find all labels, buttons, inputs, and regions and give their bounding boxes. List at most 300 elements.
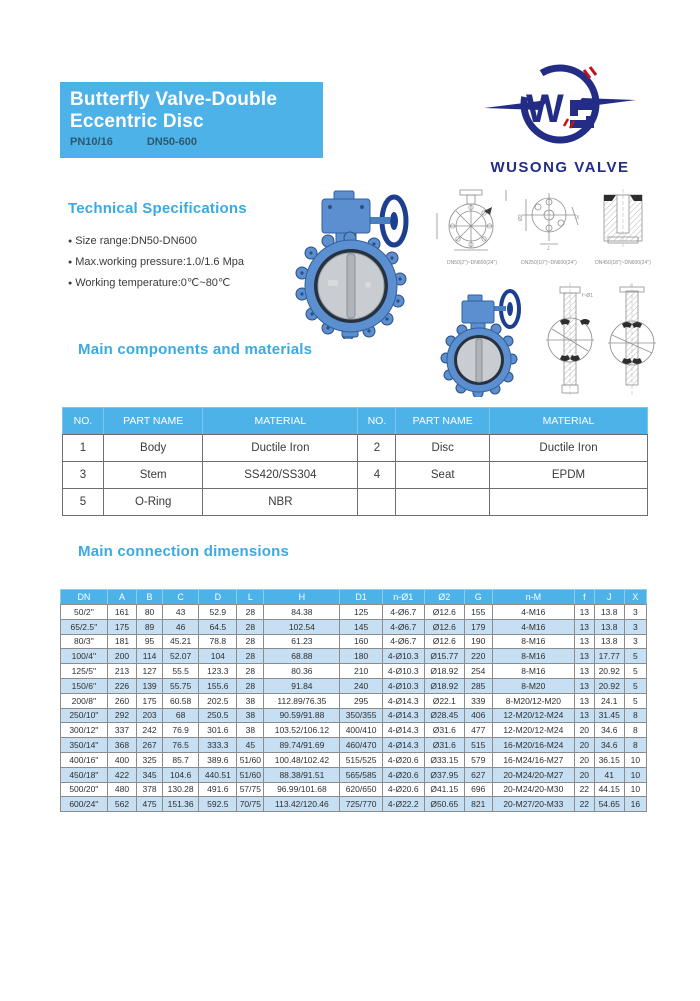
table-cell: 24.1 [594, 693, 624, 708]
table-cell: 20.92 [594, 678, 624, 693]
table-header-cell: f [574, 590, 594, 605]
table-cell [358, 489, 396, 516]
table-cell: 500/20'' [61, 782, 108, 797]
table-cell: 203 [137, 708, 163, 723]
table-cell: 202.5 [199, 693, 237, 708]
table-cell: 12-M20/12-M24 [492, 723, 574, 738]
table-cell: Ø18.92 [424, 664, 464, 679]
spec-bullet-list [68, 231, 244, 294]
table-header-cell: X [624, 590, 646, 605]
table-cell: 400/16'' [61, 752, 108, 767]
drawing-cross-section-1 [542, 283, 598, 400]
table-cell: Ø31.6 [424, 738, 464, 753]
size-range: DN50-600 [146, 136, 197, 148]
table-cell: 13 [574, 708, 594, 723]
table-header-cell: MATERIAL [490, 408, 648, 435]
butterfly-valve-small-image [438, 283, 534, 397]
table-cell: Ø31.6 [424, 723, 464, 738]
table-row [61, 767, 647, 782]
section-view-drawing [588, 187, 658, 253]
table-cell: 8 [624, 723, 646, 738]
table-cell: 3 [624, 619, 646, 634]
front-view-drawing [434, 187, 510, 253]
table-cell: 480 [107, 782, 136, 797]
table-cell: 725/770 [340, 797, 382, 812]
table-row [61, 605, 647, 620]
table-cell: 96.99/101.68 [264, 782, 340, 797]
table-row [61, 738, 647, 753]
table-header-cell: NO. [63, 408, 104, 435]
drawing-top-view [516, 187, 582, 266]
table-cell: 34.6 [594, 738, 624, 753]
table-cell: 350/355 [340, 708, 382, 723]
table-cell: 8 [624, 708, 646, 723]
table-cell: 13.8 [594, 605, 624, 620]
table-cell: 226 [107, 678, 136, 693]
table-cell: 100/4'' [61, 649, 108, 664]
table-cell: 88.38/91.51 [264, 767, 340, 782]
table-cell: 475 [137, 797, 163, 812]
pn-rating: PN10/16 [70, 136, 113, 148]
table-cell: 13.8 [594, 619, 624, 634]
table-cell: 242 [137, 723, 163, 738]
table-cell: 104 [199, 649, 237, 664]
table-cell: 4-M16 [492, 605, 574, 620]
table-cell: 68.88 [264, 649, 340, 664]
table-cell: 181 [107, 634, 136, 649]
table-cell: 13.8 [594, 634, 624, 649]
table-cell: 123.3 [199, 664, 237, 679]
drawing-section-view [588, 187, 658, 266]
table-header-cell: PART NAME [103, 408, 202, 435]
table-cell: 57/75 [237, 782, 264, 797]
table-row [61, 664, 647, 679]
table-cell: 60.58 [162, 693, 198, 708]
table-cell: 65/2.5'' [61, 619, 108, 634]
table-cell: 4-Ø6.7 [382, 634, 424, 649]
table-row [61, 649, 647, 664]
table-cell: 12-M20/12-M24 [492, 708, 574, 723]
table-cell: 22 [574, 782, 594, 797]
table-cell: 254 [464, 664, 492, 679]
components-table [62, 407, 648, 516]
table-cell: 250/10'' [61, 708, 108, 723]
drawing-front-view [434, 187, 510, 266]
table-cell: Ø41.15 [424, 782, 464, 797]
table-cell: 20 [574, 767, 594, 782]
table-cell: 55.5 [162, 664, 198, 679]
table-header-cell: A [107, 590, 136, 605]
table-cell: 51/60 [237, 767, 264, 782]
list-item: ● Size range:DN50-DN600 [68, 231, 244, 252]
table-row [61, 723, 647, 738]
table-cell: 4-Ø14.3 [382, 693, 424, 708]
table-cell: 100.48/102.42 [264, 752, 340, 767]
table-cell: 4-Ø10.3 [382, 649, 424, 664]
table-row [63, 462, 648, 489]
table-cell: 460/470 [340, 738, 382, 753]
table-cell: 16-M20/16-M24 [492, 738, 574, 753]
table-cell: 190 [464, 634, 492, 649]
table-cell: NBR [203, 489, 358, 516]
table-cell: 20 [574, 752, 594, 767]
table-cell: Stem [103, 462, 202, 489]
table-cell: 389.6 [199, 752, 237, 767]
table-row [61, 797, 647, 812]
table-cell: 450/18'' [61, 767, 108, 782]
table-cell: 85.7 [162, 752, 198, 767]
table-cell: 16 [624, 797, 646, 812]
table-cell: Seat [396, 462, 490, 489]
page-title-line1: Butterfly Valve-Double [70, 89, 278, 110]
table-cell: 339 [464, 693, 492, 708]
table-cell: 4 [358, 462, 396, 489]
table-cell: 579 [464, 752, 492, 767]
table-cell: 267 [137, 738, 163, 753]
table-cell: 13 [574, 649, 594, 664]
table-cell: 4-Ø14.3 [382, 708, 424, 723]
components-table-body [63, 435, 648, 516]
table-header-cell: PART NAME [396, 408, 490, 435]
table-cell: 337 [107, 723, 136, 738]
table-cell: 130.28 [162, 782, 198, 797]
svg-text:J: J [547, 246, 550, 252]
table-cell: 477 [464, 723, 492, 738]
table-row [61, 693, 647, 708]
table-header-cell: n-M [492, 590, 574, 605]
table-cell: 91.84 [264, 678, 340, 693]
table-cell: 4-Ø20.6 [382, 752, 424, 767]
table-cell: 821 [464, 797, 492, 812]
table-cell: 696 [464, 782, 492, 797]
table-cell: 45.21 [162, 634, 198, 649]
table-cell: Ø28.45 [424, 708, 464, 723]
table-cell: 151.36 [162, 797, 198, 812]
table-cell: 627 [464, 767, 492, 782]
svg-text:Ø2: Ø2 [518, 214, 524, 221]
table-cell: 20 [574, 738, 594, 753]
table-cell: 22 [574, 797, 594, 812]
table-cell: 175 [107, 619, 136, 634]
table-header-cell: C [162, 590, 198, 605]
table-cell: 8-M20/12-M20 [492, 693, 574, 708]
table-cell: Ø15.77 [424, 649, 464, 664]
table-cell: 112.89/76.35 [264, 693, 340, 708]
table-cell: 38 [237, 708, 264, 723]
table-cell: 127 [137, 664, 163, 679]
table-cell: 102.54 [264, 619, 340, 634]
table-cell: 44.15 [594, 782, 624, 797]
svg-text:f~Ø1: f~Ø1 [582, 293, 593, 299]
table-cell: 10 [624, 752, 646, 767]
table-cell: 4-M16 [492, 619, 574, 634]
table-cell: 80/3'' [61, 634, 108, 649]
table-cell: 422 [107, 767, 136, 782]
table-row [61, 678, 647, 693]
table-cell: 406 [464, 708, 492, 723]
table-cell: 440.51 [199, 767, 237, 782]
table-cell [396, 489, 490, 516]
table-cell: 28 [237, 605, 264, 620]
table-cell: 4-Ø14.3 [382, 738, 424, 753]
table-cell: 180 [340, 649, 382, 664]
table-cell: 292 [107, 708, 136, 723]
table-cell: Ø37.95 [424, 767, 464, 782]
table-cell: 8-M16 [492, 649, 574, 664]
table-cell: 38 [237, 693, 264, 708]
drawing-caption: DN50(2'')~DN600(24'') [446, 260, 498, 266]
table-cell: 20-M27/20-M33 [492, 797, 574, 812]
table-cell: 3 [624, 605, 646, 620]
table-cell: 13 [574, 678, 594, 693]
table-cell: 52.9 [199, 605, 237, 620]
table-cell: 76.5 [162, 738, 198, 753]
drawing-cross-section-2 [604, 283, 660, 400]
table-header-cell: n-Ø1 [382, 590, 424, 605]
table-header-cell: Ø2 [424, 590, 464, 605]
section-heading-dimensions: Main connection dimensions [78, 543, 290, 560]
table-cell: Body [103, 435, 202, 462]
table-cell: 64.5 [199, 619, 237, 634]
table-header-cell: D1 [340, 590, 382, 605]
table-header-cell: H [264, 590, 340, 605]
table-cell: 4-Ø10.3 [382, 678, 424, 693]
table-cell: 28 [237, 634, 264, 649]
table-cell: 70/75 [237, 797, 264, 812]
list-item: ● Max.working pressure:1.0/1.6 Mpa [68, 252, 244, 273]
table-cell: 8-M20 [492, 678, 574, 693]
table-cell: 378 [137, 782, 163, 797]
table-cell: 28 [237, 649, 264, 664]
table-cell: 4-Ø14.3 [382, 723, 424, 738]
section-heading-technical-specifications: Technical Specifications [68, 200, 247, 217]
table-cell: 50/2'' [61, 605, 108, 620]
table-cell: 28 [237, 664, 264, 679]
table-cell: 114 [137, 649, 163, 664]
table-row [63, 435, 648, 462]
table-cell: SS420/SS304 [203, 462, 358, 489]
table-cell: 125/5'' [61, 664, 108, 679]
table-cell: 515/525 [340, 752, 382, 767]
dimensions-table [60, 589, 647, 812]
table-cell: 31.45 [594, 708, 624, 723]
svg-text:W: W [526, 87, 564, 131]
table-cell: 491.6 [199, 782, 237, 797]
table-cell [490, 489, 648, 516]
svg-text:C: C [630, 283, 633, 288]
table-cell: 8-M16 [492, 664, 574, 679]
table-cell: 13 [574, 664, 594, 679]
table-cell: 43 [162, 605, 198, 620]
table-cell: 620/650 [340, 782, 382, 797]
table-cell: 5 [624, 649, 646, 664]
table-header-cell: J [594, 590, 624, 605]
table-cell: 13 [574, 619, 594, 634]
table-cell: Ø33.15 [424, 752, 464, 767]
table-cell: 220 [464, 649, 492, 664]
table-cell: 350/14'' [61, 738, 108, 753]
table-cell: 4-Ø20.6 [382, 767, 424, 782]
table-cell: 400/410 [340, 723, 382, 738]
table-cell: 20 [574, 723, 594, 738]
table-cell: 200 [107, 649, 136, 664]
table-cell: 4-Ø10.3 [382, 664, 424, 679]
list-item: ● Working temperature:0℃~80℃ [68, 273, 244, 294]
table-cell: 8-M16 [492, 634, 574, 649]
table-row [61, 619, 647, 634]
header-banner [60, 82, 323, 158]
table-cell: 5 [63, 489, 104, 516]
table-header-cell: G [464, 590, 492, 605]
table-cell: 8 [624, 738, 646, 753]
table-cell: 175 [137, 693, 163, 708]
table-cell: 145 [340, 619, 382, 634]
table-cell: 28 [237, 619, 264, 634]
table-cell: 84.38 [264, 605, 340, 620]
table-cell: Ductile Iron [203, 435, 358, 462]
table-cell: 5 [624, 693, 646, 708]
table-cell: 4-Ø20.6 [382, 782, 424, 797]
table-cell: 300/12'' [61, 723, 108, 738]
table-cell: 5 [624, 678, 646, 693]
table-cell: 295 [340, 693, 382, 708]
table-cell: 155 [464, 605, 492, 620]
table-cell: 2 [358, 435, 396, 462]
table-cell: 95 [137, 634, 163, 649]
table-cell: 103.52/106.12 [264, 723, 340, 738]
table-cell: 104.6 [162, 767, 198, 782]
table-cell: 333.3 [199, 738, 237, 753]
table-cell: 54.65 [594, 797, 624, 812]
table-cell: 51/60 [237, 752, 264, 767]
table-cell: 139 [137, 678, 163, 693]
components-header-row [63, 408, 648, 435]
table-cell: 250.5 [199, 708, 237, 723]
table-cell: Ø12.6 [424, 605, 464, 620]
table-cell: 600/24'' [61, 797, 108, 812]
page-title-line2: Eccentric Disc [70, 111, 204, 132]
table-cell: 4-Ø6.7 [382, 605, 424, 620]
company-name: WUSONG VALVE [490, 159, 630, 176]
drawing-caption: DN450(18'')~DN600(24'') [595, 260, 651, 266]
table-header-cell: B [137, 590, 163, 605]
table-cell: 592.5 [199, 797, 237, 812]
table-cell: 20-M24/20-M27 [492, 767, 574, 782]
dimensions-table-body [61, 605, 647, 812]
table-cell: 301.6 [199, 723, 237, 738]
table-cell: 55.75 [162, 678, 198, 693]
table-header-cell: NO. [358, 408, 396, 435]
table-cell: 36.15 [594, 752, 624, 767]
table-cell: Ductile Iron [490, 435, 648, 462]
wusong-logo-icon [478, 56, 642, 152]
table-header-cell: DN [61, 590, 108, 605]
table-cell: 179 [464, 619, 492, 634]
table-cell: 240 [340, 678, 382, 693]
table-cell: 41 [594, 767, 624, 782]
table-cell: Ø18.92 [424, 678, 464, 693]
table-cell: 13 [574, 605, 594, 620]
table-cell: 80.36 [264, 664, 340, 679]
table-cell: 20-M24/20-M30 [492, 782, 574, 797]
table-cell: 34.6 [594, 723, 624, 738]
table-cell: EPDM [490, 462, 648, 489]
table-cell: Ø22.1 [424, 693, 464, 708]
header-subline [70, 136, 313, 148]
table-row [63, 489, 648, 516]
table-cell: Ø50.65 [424, 797, 464, 812]
table-cell: 5 [624, 664, 646, 679]
table-row [61, 634, 647, 649]
top-view-drawing [516, 187, 582, 253]
table-cell: 89 [137, 619, 163, 634]
table-cell: 13 [574, 693, 594, 708]
table-cell: 4-Ø22.2 [382, 797, 424, 812]
table-cell: 368 [107, 738, 136, 753]
cross-section-drawing-2 [604, 283, 660, 395]
table-cell: 161 [107, 605, 136, 620]
table-cell: 45 [237, 738, 264, 753]
table-cell: 285 [464, 678, 492, 693]
table-cell: 4-Ø6.7 [382, 619, 424, 634]
table-cell: 3 [63, 462, 104, 489]
table-row [61, 752, 647, 767]
table-cell: 210 [340, 664, 382, 679]
table-cell: 61.23 [264, 634, 340, 649]
table-cell: 150/6'' [61, 678, 108, 693]
section-heading-components: Main components and materials [78, 341, 313, 358]
table-cell: 68 [162, 708, 198, 723]
table-cell: 400 [107, 752, 136, 767]
table-cell: O-Ring [103, 489, 202, 516]
table-cell: 90.59/91.88 [264, 708, 340, 723]
drawing-caption: DN250(10'')~DN600(24'') [521, 260, 577, 266]
table-cell: 46 [162, 619, 198, 634]
table-header-cell: D [199, 590, 237, 605]
company-logo [478, 56, 642, 176]
table-cell: 76.9 [162, 723, 198, 738]
table-cell: 565/585 [340, 767, 382, 782]
table-header-cell: MATERIAL [203, 408, 358, 435]
table-cell: 325 [137, 752, 163, 767]
table-cell: 260 [107, 693, 136, 708]
table-cell: 38 [237, 723, 264, 738]
table-cell: 78.8 [199, 634, 237, 649]
table-header-cell: L [237, 590, 264, 605]
table-row [61, 708, 647, 723]
table-cell: 17.77 [594, 649, 624, 664]
table-cell: 10 [624, 767, 646, 782]
table-cell: 10 [624, 782, 646, 797]
table-cell: 80 [137, 605, 163, 620]
table-cell: 562 [107, 797, 136, 812]
cross-section-drawing [542, 283, 598, 395]
table-cell: 20.92 [594, 664, 624, 679]
table-cell: 345 [137, 767, 163, 782]
dimensions-header-row [61, 590, 647, 605]
table-cell: Disc [396, 435, 490, 462]
table-cell: 89.74/91.69 [264, 738, 340, 753]
table-cell: 160 [340, 634, 382, 649]
table-row [61, 782, 647, 797]
svg-text:X: X [576, 215, 580, 221]
table-cell: 200/8'' [61, 693, 108, 708]
table-cell: Ø12.6 [424, 619, 464, 634]
valve-photo-large [288, 181, 428, 344]
valve-photo-small [438, 283, 534, 402]
table-cell: 515 [464, 738, 492, 753]
table-cell: 213 [107, 664, 136, 679]
